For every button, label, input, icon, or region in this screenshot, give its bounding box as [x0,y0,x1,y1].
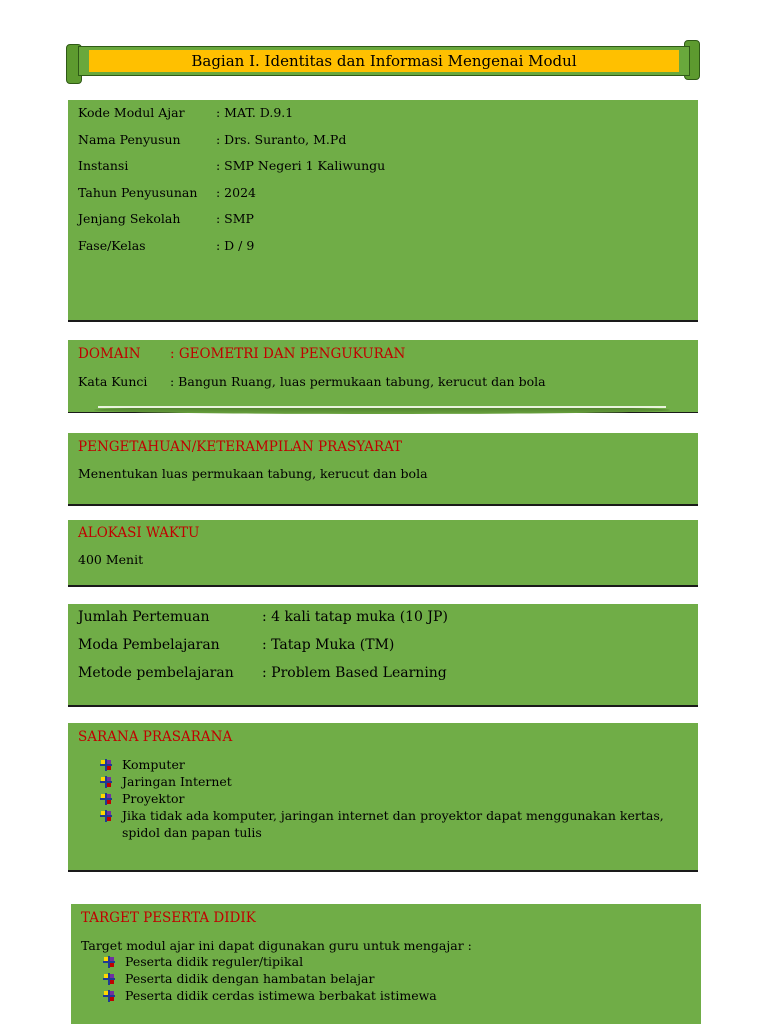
bullet-icon [103,973,115,985]
prasyarat-box [68,433,698,506]
target-box [71,904,701,1024]
list-item [100,790,680,807]
list-item [100,773,680,790]
domain-label: DOMAIN [78,346,141,362]
identity-label: Instansi [78,158,129,173]
list-item-text: Jaringan Internet [122,774,232,789]
identity-label: Nama Penyusun [78,132,181,147]
bullet-icon [100,759,112,771]
prasyarat-text: Menentukan luas permukaan tabung, kerucut dan bola [78,466,428,481]
identity-label: Tahun Penyusunan [78,185,198,200]
identity-value: : SMP Negeri 1 Kaliwungu [216,158,386,173]
list-item-text: Peserta didik cerdas istimewa berbakat istimewa [125,988,437,1003]
bullet-icon [103,956,115,968]
identity-value: : SMP [216,211,254,226]
sarana-box [68,723,698,872]
bullet-icon [100,810,112,822]
list-item [103,953,663,970]
identity-label: Jenjang Sekolah [78,211,181,226]
bullet-icon [100,776,112,788]
target-list [103,953,663,1004]
domain-value: : GEOMETRI DAN PENGUKURAN [170,346,406,362]
list-item-text: Proyektor [122,791,185,806]
identity-label: Fase/Kelas [78,238,146,253]
decorative-divider [94,406,670,414]
pertemuan-label: Moda Pembelajaran [78,637,220,653]
list-item-text: Jika tidak ada komputer, jaringan internet dan proyektor dapat menggunakan kertas, spidol dan papan tulis [122,808,664,840]
banner-bar [78,46,690,76]
bullet-icon [100,793,112,805]
alokasi-box [68,520,698,587]
pertemuan-value: : Problem Based Learning [262,665,447,681]
keyword-value: : Bangun Ruang, luas permukaan tabung, kerucut dan bola [170,374,546,389]
pertemuan-label: Jumlah Pertemuan [78,609,210,625]
list-item [100,807,680,841]
keyword-label: Kata Kunci [78,374,148,389]
prasyarat-title: PENGETAHUAN/KETERAMPILAN PRASYARAT [78,439,403,455]
alokasi-title: ALOKASI WAKTU [78,525,200,541]
sarana-list [100,756,680,841]
target-intro: Target modul ajar ini dapat digunakan guru untuk mengajar : [81,938,472,953]
target-title: TARGET PESERTA DIDIK [81,910,256,926]
identity-value: : Drs. Suranto, M.Pd [216,132,347,147]
list-item-text: Peserta didik reguler/tipikal [125,954,304,969]
page-title: Bagian I. Identitas dan Informasi Mengenai Modul [89,50,679,72]
pertemuan-value: : 4 kali tatap muka (10 JP) [262,609,448,625]
pertemuan-value: : Tatap Muka (TM) [262,637,395,653]
identity-value: : D / 9 [216,238,255,253]
section-banner [66,40,700,84]
domain-box [68,340,698,413]
identity-box [68,100,698,322]
list-item [103,987,663,1004]
sarana-title: SARANA PRASARANA [78,729,233,745]
list-item [100,756,680,773]
list-item-text: Peserta didik dengan hambatan belajar [125,971,375,986]
bullet-icon [103,990,115,1002]
pertemuan-label: Metode pembelajaran [78,665,234,681]
identity-value: : 2024 [216,185,256,200]
identity-label: Kode Modul Ajar [78,105,185,120]
alokasi-text: 400 Menit [78,552,144,567]
list-item [103,970,663,987]
identity-value: : MAT. D.9.1 [216,105,294,120]
pertemuan-box [68,604,698,707]
list-item-text: Komputer [122,757,185,772]
